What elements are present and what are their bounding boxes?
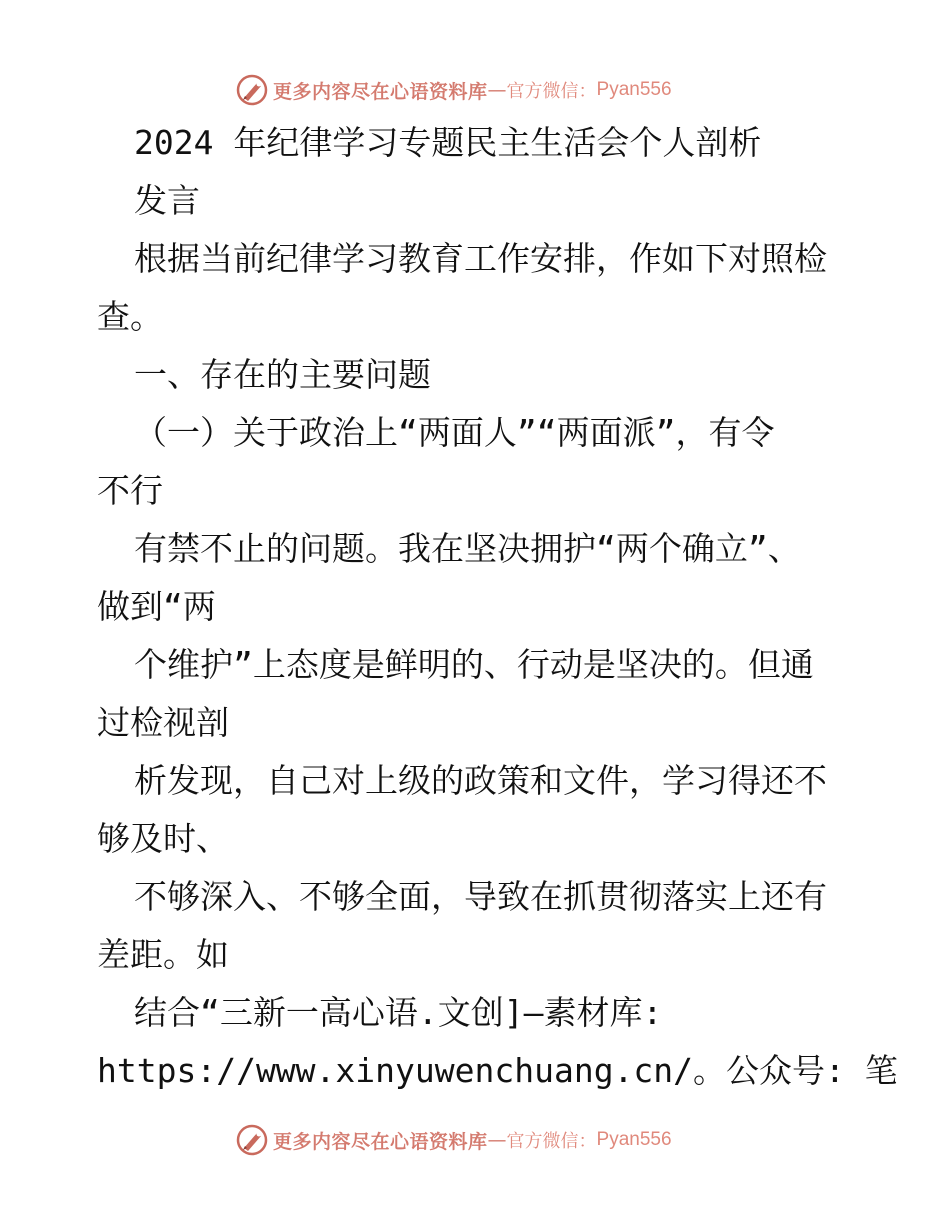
watermark-brand: 更多内容尽在心语资料库 bbox=[273, 80, 488, 103]
watermark-id: Pyan556 bbox=[596, 1129, 672, 1150]
paragraph-line: 够及时、 bbox=[97, 819, 229, 858]
pen-circle-logo-icon bbox=[235, 73, 269, 107]
paragraph-line: 结合“三新一高心语.文创]—素材库: bbox=[134, 993, 663, 1032]
pen-circle-logo-icon bbox=[235, 1123, 269, 1157]
paragraph-line: 个维护”上态度是鲜明的、行动是坚决的。但通 bbox=[134, 645, 814, 684]
document-body bbox=[97, 114, 898, 1100]
watermark-footer bbox=[235, 1122, 672, 1158]
watermark-label: 官方微信： bbox=[506, 1131, 597, 1152]
watermark-header bbox=[235, 72, 672, 108]
watermark-dash: — bbox=[487, 79, 507, 101]
paragraph-line: 有禁不止的问题。我在坚决拥护“两个确立”、 bbox=[134, 529, 801, 568]
watermark-brand: 更多内容尽在心语资料库 bbox=[273, 1130, 488, 1153]
section-heading: 一、存在的主要问题 bbox=[134, 355, 431, 394]
paragraph-line: 差距。如 bbox=[97, 935, 229, 974]
paragraph-line: 析发现，自己对上级的政策和文件，学习得还不 bbox=[134, 761, 827, 800]
paragraph-line: 根据当前纪律学习教育工作安排，作如下对照检 bbox=[134, 239, 827, 278]
paragraph-line: 不行 bbox=[97, 471, 163, 510]
paragraph-line: 不够深入、不够全面，导致在抓贯彻落实上还有 bbox=[134, 877, 827, 916]
watermark-label: 官方微信： bbox=[506, 81, 597, 102]
title-line-2: 发言 bbox=[134, 181, 200, 220]
watermark-dash: — bbox=[487, 1129, 507, 1151]
watermark-id: Pyan556 bbox=[596, 79, 672, 100]
subsection-heading: （一）关于政治上“两面人”“两面派”，有令 bbox=[134, 413, 775, 452]
paragraph-line: 查。 bbox=[97, 297, 163, 336]
paragraph-line: 过检视剖 bbox=[97, 703, 229, 742]
title-line-1: 2024 年纪律学习专题民主生活会个人剖析 bbox=[134, 123, 762, 162]
paragraph-line: 做到“两 bbox=[97, 587, 216, 626]
url-line: https://www.xinyuwenchuang.cn/。公众号: 笔 bbox=[97, 1051, 898, 1090]
